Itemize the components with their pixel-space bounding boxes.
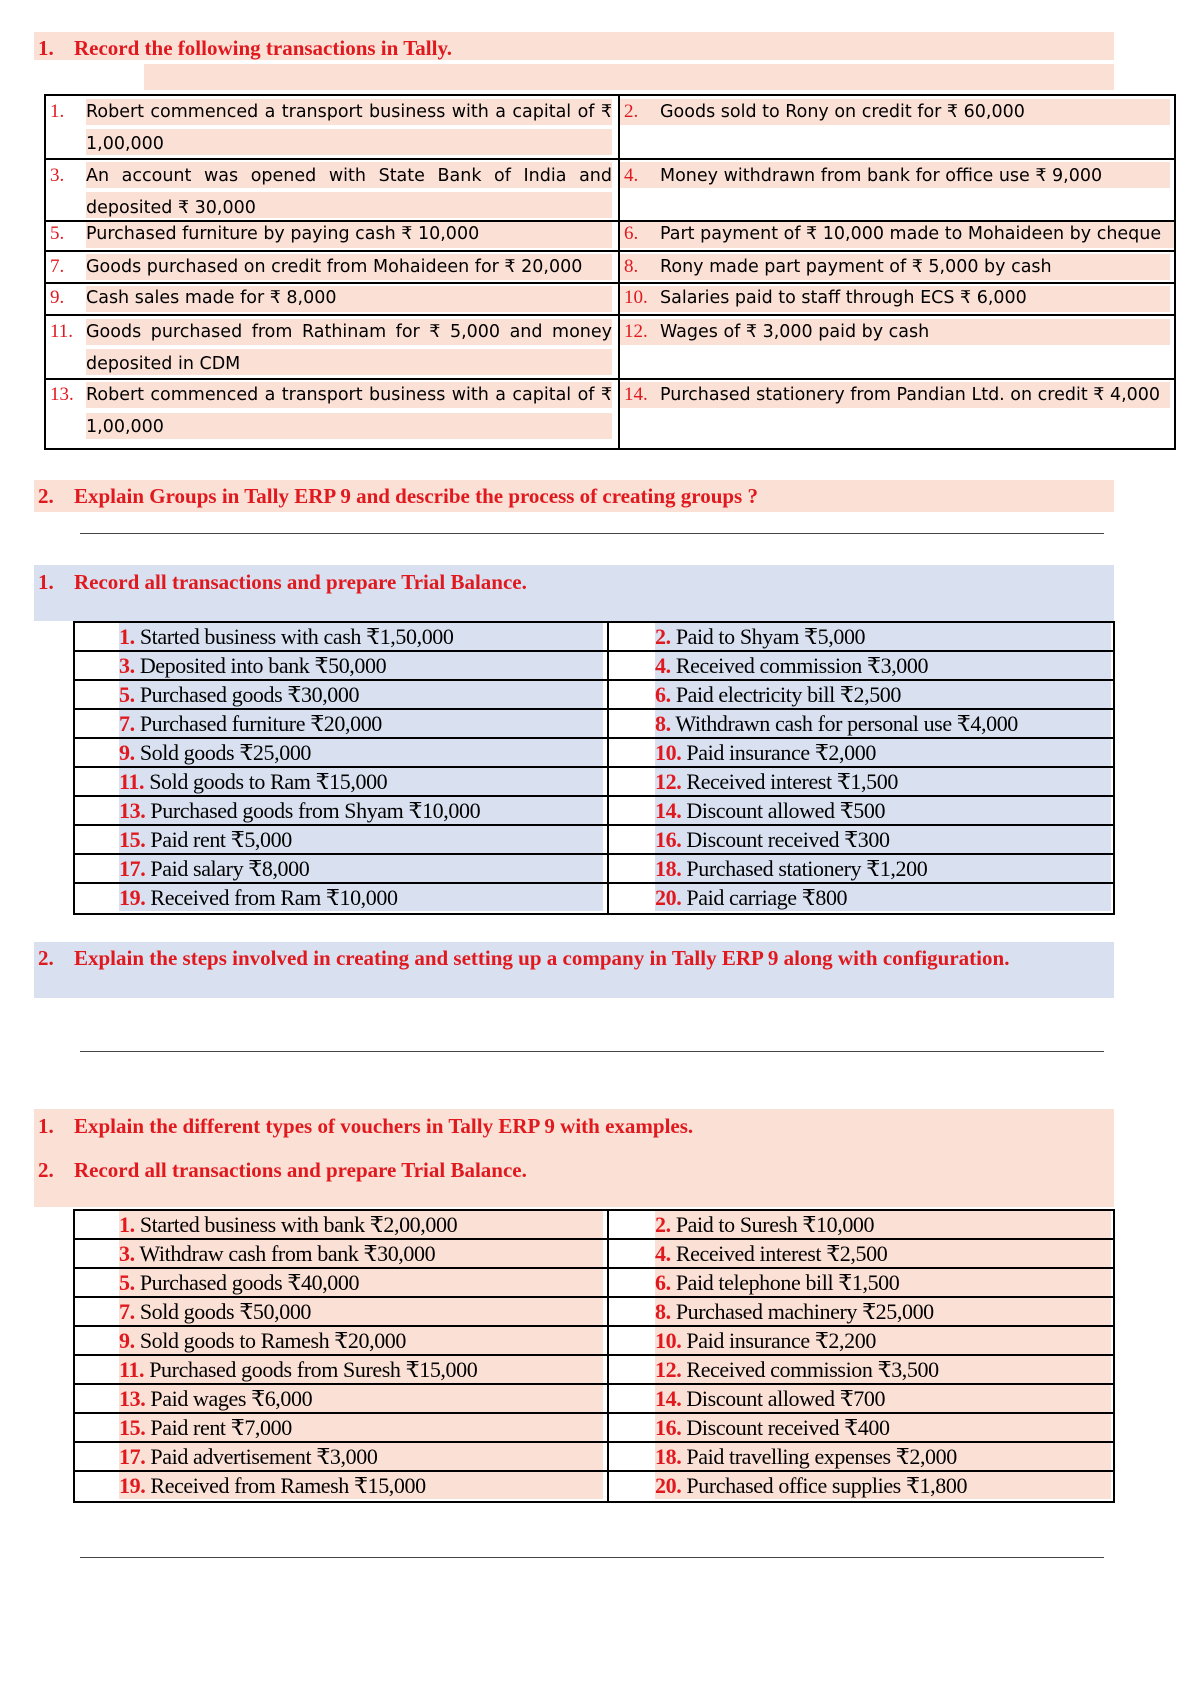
list-item	[119, 1356, 603, 1383]
item-text: Paid rent ₹7,000	[150, 1415, 292, 1440]
item-text: Paid carriage ₹800	[686, 885, 848, 910]
answer-divider	[80, 533, 1104, 534]
item-text: Paid rent ₹5,000	[150, 827, 292, 852]
table-cell: 4. Money withdrawn from bank for office use ₹ 9,000	[620, 160, 1176, 220]
table-cell: 14. Purchased stationery from Pandian Ltd. on credit ₹ 4,000	[620, 380, 1176, 448]
item-text: Purchased machinery ₹25,000	[675, 1299, 934, 1324]
list-item	[119, 1269, 603, 1296]
item-text: Discount received ₹400	[686, 1415, 890, 1440]
item-text: Purchased goods ₹40,000	[139, 1270, 360, 1295]
table-cell: 3. An account was opened with State Bank of India and deposited ₹ 30,000	[46, 160, 618, 220]
list-item	[119, 1414, 603, 1441]
item-text: Received commission ₹3,500	[686, 1357, 939, 1382]
table-row	[75, 768, 1113, 797]
item-text: Sold goods to Ram ₹15,000	[149, 769, 388, 794]
item-text: Received commission ₹3,000	[675, 653, 929, 678]
table-cell: 6. Part payment of ₹ 10,000 made to Mohaideen by cheque	[620, 220, 1176, 250]
item-text: Paid insurance ₹2,000	[686, 740, 876, 765]
list-item	[655, 1327, 1111, 1354]
item-number: 1.	[119, 1212, 135, 1237]
table-cell: 9. Cash sales made for ₹ 8,000	[46, 284, 618, 314]
item-text: Received from Ram ₹10,000	[150, 885, 398, 910]
list-item	[119, 1385, 603, 1412]
item-number: 6.	[655, 1270, 671, 1295]
table-row	[75, 1327, 1113, 1356]
item-number: 3.	[119, 1241, 135, 1266]
item-text: Sold goods to Ramesh ₹20,000	[139, 1328, 407, 1353]
table-row	[75, 1211, 1113, 1240]
item-number: 4.	[655, 653, 671, 678]
transactions-list-table	[73, 1209, 1115, 1503]
list-item	[655, 710, 1111, 737]
table-row	[75, 1269, 1113, 1298]
item-number: 8.	[655, 1299, 671, 1324]
item-number: 16.	[655, 827, 682, 852]
list-item	[119, 855, 603, 882]
item-text: Purchased furniture ₹20,000	[139, 711, 382, 736]
item-number: 14.	[655, 1386, 682, 1411]
item-number: 15.	[119, 1415, 146, 1440]
list-item	[119, 1327, 603, 1354]
list-item	[655, 681, 1111, 708]
table-row	[75, 1356, 1113, 1385]
heading-band	[144, 64, 1114, 90]
list-item	[119, 739, 603, 766]
item-text: Received from Ramesh ₹15,000	[150, 1473, 426, 1498]
answer-divider	[80, 1557, 1104, 1558]
list-item	[655, 1240, 1111, 1267]
list-item	[655, 1443, 1111, 1470]
item-number: 10.	[655, 1328, 682, 1353]
table-row	[75, 1298, 1113, 1327]
item-text: Purchased goods ₹30,000	[139, 682, 360, 707]
item-text: Started business with cash ₹1,50,000	[139, 624, 454, 649]
table-cell: 11. Goods purchased from Rathinam for ₹ 5,000 and money deposited in CDM	[50, 321, 612, 374]
item-text: Paid electricity bill ₹2,500	[675, 682, 902, 707]
item-number: 6.	[655, 682, 671, 707]
item-text: Paid salary ₹8,000	[150, 856, 310, 881]
item-text: Received interest ₹1,500	[686, 769, 898, 794]
transactions-table	[44, 94, 1176, 450]
table-row	[75, 855, 1113, 884]
list-item	[655, 1298, 1111, 1325]
list-item	[655, 652, 1111, 679]
item-number: 9.	[119, 740, 135, 765]
item-number: 16.	[655, 1415, 682, 1440]
item-number: 8.	[655, 711, 671, 736]
item-text: Purchased stationery ₹1,200	[686, 856, 928, 881]
table-row	[75, 1472, 1113, 1501]
item-text: Purchased goods from Suresh ₹15,000	[149, 1357, 478, 1382]
table-cell: 8. Rony made part payment of ₹ 5,000 by cash	[620, 252, 1176, 282]
item-number: 12.	[655, 1357, 682, 1382]
item-text: Sold goods ₹25,000	[139, 740, 312, 765]
transactions-list-table	[73, 621, 1115, 915]
item-text: Paid wages ₹6,000	[150, 1386, 313, 1411]
item-number: 13.	[119, 798, 146, 823]
item-text: Paid to Suresh ₹10,000	[675, 1212, 875, 1237]
item-text: Withdrawn cash for personal use ₹4,000	[675, 711, 1018, 736]
item-number: 7.	[119, 1299, 135, 1324]
item-text: Discount allowed ₹500	[686, 798, 886, 823]
table-row	[75, 826, 1113, 855]
item-text: Paid telephone bill ₹1,500	[675, 1270, 900, 1295]
list-item	[655, 1385, 1111, 1412]
list-item	[655, 768, 1111, 795]
item-number: 20.	[655, 885, 682, 910]
table-row	[75, 1443, 1113, 1472]
table-cell: 1. Robert commenced a transport business with a capital of ₹ 1,00,000	[50, 101, 612, 154]
list-item	[119, 826, 603, 853]
list-item	[655, 1414, 1111, 1441]
item-number: 2.	[655, 624, 671, 649]
item-number: 15.	[119, 827, 146, 852]
list-item	[655, 1472, 1111, 1499]
item-number: 19.	[119, 1473, 146, 1498]
list-item	[655, 826, 1111, 853]
table-row	[75, 884, 1113, 913]
item-number: 20.	[655, 1473, 682, 1498]
list-item	[119, 768, 603, 795]
item-text: Discount allowed ₹700	[686, 1386, 886, 1411]
answer-divider	[80, 1051, 1104, 1052]
table-row	[75, 739, 1113, 768]
table-row	[75, 623, 1113, 652]
item-number: 18.	[655, 1444, 682, 1469]
item-number: 9.	[119, 1328, 135, 1353]
list-item	[119, 710, 603, 737]
item-number: 5.	[119, 1270, 135, 1295]
item-number: 13.	[119, 1386, 146, 1411]
item-text: Purchased goods from Shyam ₹10,000	[150, 798, 481, 823]
list-item	[119, 884, 603, 911]
item-number: 5.	[119, 682, 135, 707]
table-row	[75, 1385, 1113, 1414]
table-cell: 13. Robert commenced a transport business with a capital of ₹ 1,00,000	[50, 384, 612, 437]
table-row	[75, 1240, 1113, 1269]
item-number: 10.	[655, 740, 682, 765]
list-item	[119, 1443, 603, 1470]
item-number: 14.	[655, 798, 682, 823]
list-item	[655, 797, 1111, 824]
list-item	[655, 1356, 1111, 1383]
item-text: Paid advertisement ₹3,000	[150, 1444, 378, 1469]
list-item	[119, 1240, 603, 1267]
item-number: 2.	[655, 1212, 671, 1237]
item-text: Purchased office supplies ₹1,800	[686, 1473, 968, 1498]
table-cell: 7. Goods purchased on credit from Mohaideen for ₹ 20,000	[46, 252, 618, 282]
list-item	[119, 623, 603, 650]
item-number: 3.	[119, 653, 135, 678]
item-text: Withdraw cash from bank ₹30,000	[139, 1241, 436, 1266]
item-text: Paid insurance ₹2,200	[686, 1328, 876, 1353]
table-cell: 5. Purchased furniture by paying cash ₹ 10,000	[46, 220, 618, 250]
list-item	[119, 1472, 603, 1499]
list-item	[655, 739, 1111, 766]
list-item	[119, 1211, 603, 1238]
item-number: 1.	[119, 624, 135, 649]
list-item	[655, 1211, 1111, 1238]
table-row	[75, 710, 1113, 739]
item-text: Discount received ₹300	[686, 827, 890, 852]
item-text: Paid travelling expenses ₹2,000	[686, 1444, 957, 1469]
list-item	[655, 1269, 1111, 1296]
item-number: 11.	[119, 1357, 145, 1382]
item-number: 12.	[655, 769, 682, 794]
table-row	[75, 797, 1113, 826]
list-item	[119, 681, 603, 708]
table-row	[75, 1414, 1113, 1443]
item-text: Paid to Shyam ₹5,000	[675, 624, 866, 649]
item-text: Started business with bank ₹2,00,000	[139, 1212, 458, 1237]
item-number: 11.	[119, 769, 145, 794]
item-number: 4.	[655, 1241, 671, 1266]
item-number: 17.	[119, 856, 146, 881]
list-item	[655, 855, 1111, 882]
list-item	[655, 884, 1111, 911]
table-cell: 10. Salaries paid to staff through ECS ₹ 6,000	[620, 284, 1176, 314]
item-text: Sold goods ₹50,000	[139, 1299, 312, 1324]
item-text: Received interest ₹2,500	[675, 1241, 888, 1266]
list-item	[655, 623, 1111, 650]
list-item	[119, 797, 603, 824]
item-number: 7.	[119, 711, 135, 736]
item-number: 19.	[119, 885, 146, 910]
table-cell: 12. Wages of ₹ 3,000 paid by cash	[620, 316, 1176, 378]
list-item	[119, 652, 603, 679]
item-text: Deposited into bank ₹50,000	[139, 653, 387, 678]
table-row	[75, 681, 1113, 710]
item-number: 18.	[655, 856, 682, 881]
list-item	[119, 1298, 603, 1325]
table-row	[75, 652, 1113, 681]
item-number: 17.	[119, 1444, 146, 1469]
table-cell: 2. Goods sold to Rony on credit for ₹ 60,000	[620, 96, 1176, 158]
